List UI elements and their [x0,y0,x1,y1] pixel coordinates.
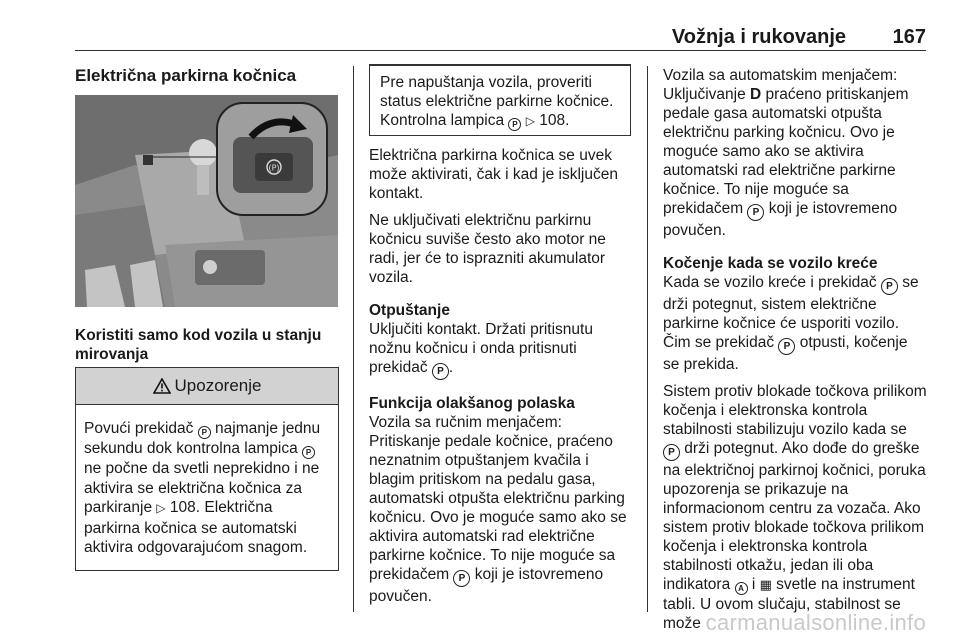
parking-brake-switch-icon: P [453,570,470,587]
header-title: Vožnja i rukovanje [671,26,846,48]
parking-brake-switch-icon: P [747,204,764,221]
note-box: Pre napuštanja vozila, proveriti status električne parkirne kočnice. Kontrolna lampica P ▷ 108. [369,64,631,136]
page-ref-link[interactable]: 108 [169,499,196,516]
page-ref-arrow-icon: ▷ [156,501,166,515]
parking-brake-switch-icon: P [881,278,898,295]
column-left [75,326,340,364]
gear-d: D [750,86,762,103]
console-illustration [75,95,338,307]
subheading-braking-moving: Kočenje kada se vozilo kreće [663,255,878,272]
figure-caption: Koristiti samo kod vozila u stanju mirovanja [75,327,322,363]
paragraph: Vozila sa ručnim menjačem: [369,414,562,431]
column-divider [647,66,648,612]
paragraph: Vozila sa automatskim menjačem: Uključivanje D praćeno pritiskanjem pedale gasa automatski otpušta električnu parking kočnicu. Ovo je moguće samo ako se aktivira automatski rad električne parkirne kočnice. To nije moguće sa prekidačem P koji je istovremeno povučen. [663,67,909,239]
parking-brake-icon: P [198,426,211,439]
column-right [663,66,928,641]
warning-header [76,368,338,405]
paragraph: Uključiti kontakt. Držati pritisnutu nožnu kočnicu i onda pritisnuti prekidač P . [369,320,634,380]
column-divider [353,66,354,612]
page-number: 167 [892,26,926,48]
paragraph: Električna parkirna kočnica se uvek može aktivirati, čak i kad je isključen kontakt. [369,147,618,202]
section-title: Električna parkirna kočnica [75,66,297,85]
warning-box [75,367,339,571]
paragraph: Pritiskanje pedale kočnice, praćeno neznatnim otpuštanjem kvačila i blagim pritiskom na pedalu gasa, automatski otpušta električnu parking kočnicu. Ovo je moguće samo ako se aktivira automatski rad električne parkirne kočnice. To nije moguće sa prekidačem P koji je istovremeno povučen. [369,433,627,605]
paragraph: Ne uključivati električnu parkirnu kočnicu suviše često ako motor ne radi, jer će to isprazniti akumulator vozila. [369,212,606,286]
subheading-release: Otpuštanje [369,302,450,319]
warning-icon [153,378,171,394]
subheading-drive-away-assist: Funkcija olakšanog polaska [369,395,575,412]
page-ref-link[interactable]: 108 [539,112,566,129]
page-header [75,26,926,51]
parking-brake-lamp-icon: P [302,446,315,459]
page-ref-arrow-icon: ▷ [525,114,535,128]
watermark: carmanualsonline.info [705,610,926,635]
abs-indicator-icon: A [735,582,748,595]
warning-text: Povući prekidač P najmanje jednu sekundu dok kontrolna lampica P ne počne da svetli neprekidno i ne aktivira se električna kočnica za parkiranje ▷ 108. Električna parkirna kočnica se automatski aktivira odgovarajućom snagom. [84,420,321,556]
paragraph: Kada se vozilo kreće i prekidač P se drži potegnut, sistem električne parkirne kočnice će usporiti vozilo. Čim se prekidač P otpusti, kočenje se prekida. [663,274,919,373]
parking-brake-figure [75,95,338,307]
column-middle [369,146,634,614]
parking-brake-switch-icon: P [778,338,795,355]
esc-indicator-icon: ▦ [759,577,772,592]
parking-brake-switch-icon: P [663,444,680,461]
paragraph: Sistem protiv blokade točkova prilikom kočenja i elektronska kontrola stabilnosti stabilizuju vozilo kada se P drži potegnut. Ako dođe do greške na električnoj parkirnoj kočnici, poruka upozorenja se prikazuje na informacionom centru za vozača. Ako sistem protiv blokade točkova prilikom kočenja i elektronska kontrola stabilnosti otkažu, jedan ili oba indikatora A i ▦ svetle na instrument tabli. U ovom slučaju, stabilnost se može [663,383,927,632]
parking-brake-lamp-icon: P [508,118,521,131]
warning-title: Upozorenje [174,376,262,395]
parking-brake-switch-icon: P [432,363,449,380]
switch-icon-label: (P) [268,163,280,173]
